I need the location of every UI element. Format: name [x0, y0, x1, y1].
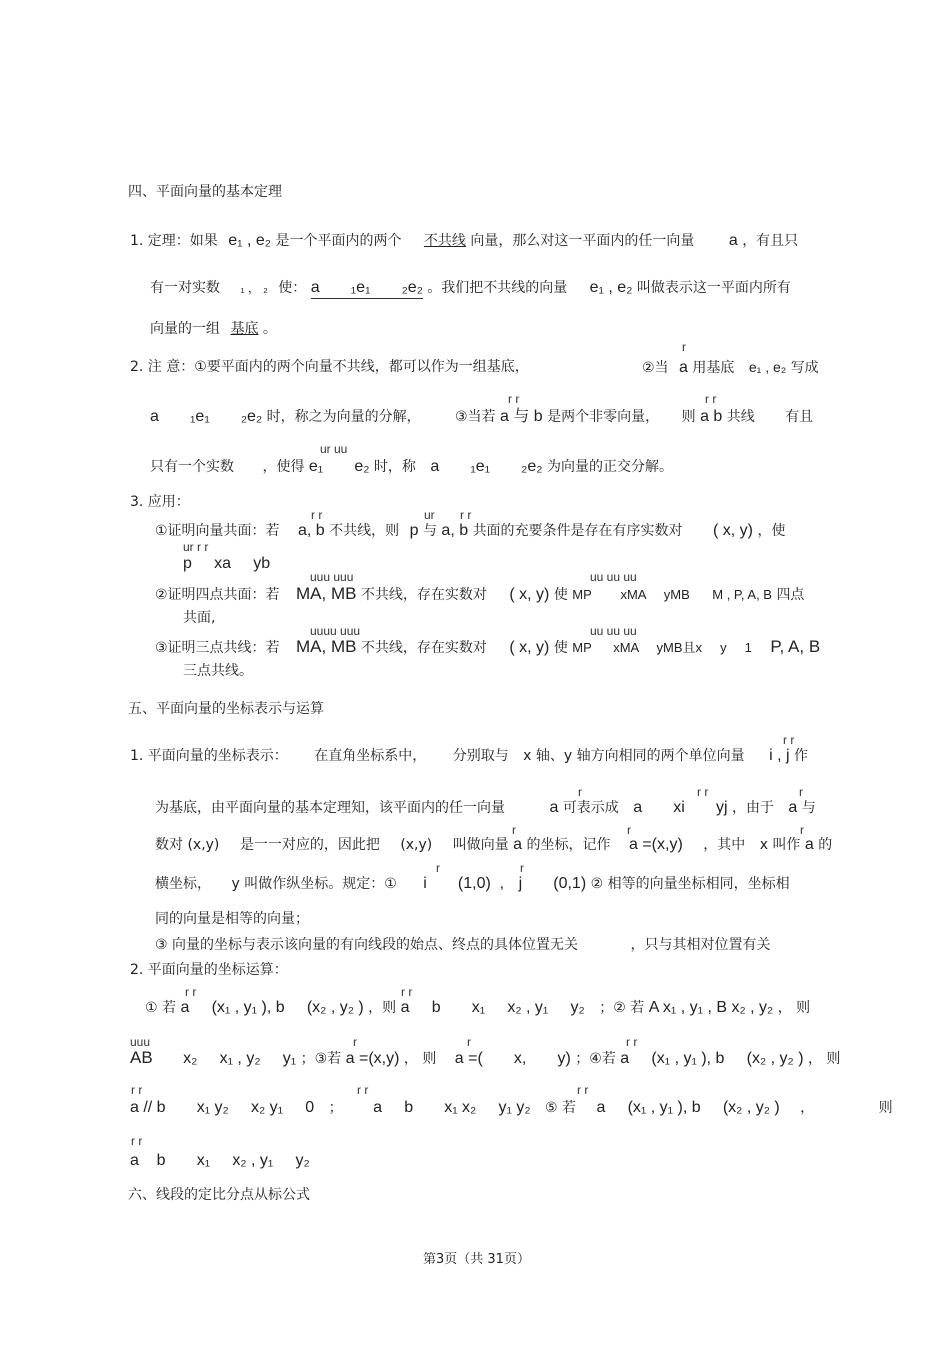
five-item2-row4: a b x₁ x₂ , y₁ y₂: [130, 1152, 310, 1169]
four-item1-line3: 向量的一组 基底 。: [150, 321, 277, 337]
vector-arrow-icon: r: [578, 785, 582, 799]
four-item2-line1: 2. 注 意：①要平面内的两个向量不共线，都可以作为一组基底，: [130, 359, 529, 375]
four-item2-line2-right: ③当若 a 与 b 是两个非零向量， 则 a b 共线 有且: [455, 408, 814, 425]
vector-arrow-icon: uu uu uu: [590, 570, 637, 584]
vector-arrow-icon: r r: [577, 1083, 589, 1097]
page-footer: 第3页（共 31页）: [423, 1252, 530, 1267]
vector-arrow-icon: ur r r: [183, 540, 209, 554]
four-item3-1-formula: p xa yb: [183, 555, 271, 572]
vector-arrow-icon: ur uu: [320, 442, 348, 456]
four-item1-line1: 1. 定理：如果 e₁ , e₂ 是一个平面内的两个 不共线 向量，那么对这一平面内的任一向量 a ，有且只: [130, 232, 799, 249]
vector-arrow-icon: r r: [460, 508, 472, 522]
section-four-title: 四、平面向量的基本定理: [128, 184, 282, 200]
vector-arrow-icon: r r: [185, 985, 197, 999]
vector-arrow-icon: r: [512, 823, 516, 837]
four-item3-1: ①证明向量共面：若 a, b 不共线，则 p 与 a, b 共面的充要条件是存在有序实数对 ( x, y) ，使: [155, 522, 786, 539]
vector-arrow-icon: r r: [508, 392, 520, 406]
vector-arrow-icon: r r: [311, 508, 323, 522]
vector-arrow-icon: r r: [626, 1035, 638, 1049]
four-item1-line2: 有一对实数 ₁ ， ₂ 使： a ₁e₁ ₂e₂ 。我们把不共线的向量 e₁ , e₂ 叫做表示这一平面内所有: [150, 278, 791, 299]
vector-arrow-icon: uu uu uu: [590, 624, 637, 638]
vector-arrow-icon: uuuu uuu: [310, 624, 361, 638]
vector-arrow-icon: uuu: [130, 1035, 151, 1049]
vector-arrow-icon: r r: [357, 1083, 369, 1097]
four-item3-title: 3. 应用：: [130, 494, 190, 510]
vector-arrow-icon: r: [353, 1035, 357, 1049]
four-item2-line1-right: ②当 a 用基底 e₁ , e₂ 写成: [642, 359, 819, 376]
four-item2-line3: 只有一个实数 ，使得 e₁ e₂ 时，称 a ₁e₁ ₂e₂ 为向量的正交分解。: [150, 458, 673, 475]
five-item2-row2: AB x₂ x₁ , y₂ y₁ ；③若 a =(x,y) ， 则 a =( x, y) ；④若 a (x₁ , y₁ ), b (x₂ , y₂ ) ， 则: [130, 1048, 841, 1067]
noncollinear-term: 不共线: [423, 233, 466, 249]
vector-arrow-icon: r r: [697, 785, 709, 799]
vector-arrow-icon: r r: [131, 1083, 143, 1097]
four-item3-2: ②证明四点共面：若 MA, MB 不共线，存在实数对 ( x, y) 使 MP xMA yMB M , P, A, B 四点: [155, 584, 805, 603]
four-item2-line2: a ₁e₁ ₂e₂ 时，称之为向量的分解，: [150, 408, 421, 425]
basis-term: 基底: [230, 321, 259, 337]
four-item3-3-cont: 三点共线。: [183, 663, 253, 679]
four-item3-3: ③证明三点共线：若 MA, MB 不共线，存在实数对 ( x, y) 使 MP xMA yMB且x y 1 P, A, B: [155, 637, 821, 656]
vector-arrow-icon: r: [800, 823, 804, 837]
four-item3-2-cont: 共面,: [183, 610, 216, 626]
five-item2-row3: a // b x₁ y₂ x₂ y₁ 0 ； a b x₁ x₂ y₁ y₂ ⑤ 若 a (x₁ , y₁ ), b (x₂ , y₂ ) ， 则: [130, 1099, 893, 1116]
five-item1-line6: ③ 向量的坐标与表示该向量的有向线段的始点、终点的具体位置无关 ，只与其相对位置有关: [155, 937, 771, 953]
vector-arrow-icon: r r: [705, 392, 717, 406]
vector-arrow-icon: r r: [131, 1134, 143, 1148]
five-item1-line2: 为基底，由平面向量的基本定理知，该平面内的任一向量 a 可表示成 a xi yj ，由于 a 与: [155, 799, 816, 816]
five-item1-line1: 1. 平面向量的坐标表示： 在直角坐标系中， 分别取与 x 轴、y 轴方向相同的两个单位向量 i , j 作: [130, 747, 809, 764]
vector-arrow-icon: r r: [783, 733, 795, 747]
vector-arrow-icon: r: [467, 1035, 471, 1049]
five-item2-row1: ① 若 a (x₁ , y₁ ), b (x₂ , y₂ ) ，则 a b x₁ x₂ , y₁ y₂ ；② 若 A x₁ , y₁ , B x₂ , y₂ ， 则: [145, 999, 811, 1016]
vector-arrow-icon: r: [682, 340, 686, 354]
vector-arrow-icon: r: [436, 861, 440, 875]
five-item1-line5: 同的向量是相等的向量；: [155, 911, 309, 927]
five-item1-line4: 横坐标， y 叫做作纵坐标。规定：① i (1,0) , j (0,1) ② 相等的向量坐标相同，坐标相: [155, 875, 790, 892]
decomposition-formula: a ₁e₁ ₂e₂: [311, 278, 423, 299]
vector-arrow-icon: r r: [401, 985, 413, 999]
vector-arrow-icon: r: [799, 785, 803, 799]
vector-arrow-icon: ur: [424, 508, 435, 522]
five-item2-title: 2. 平面向量的坐标运算：: [130, 962, 288, 978]
five-item1-line3: 数对 (x,y) 是一一对应的，因此把 (x,y) 叫做向量 a 的坐标，记作 a =(x,y) ，其中 x 叫作 a 的: [155, 836, 833, 853]
vector-arrow-icon: r: [627, 823, 631, 837]
vector-ab: AB: [130, 1048, 153, 1067]
section-six-title: 六、线段的定比分点从标公式: [128, 1187, 310, 1203]
section-five-title: 五、平面向量的坐标表示与运算: [128, 701, 324, 717]
vector-arrow-icon: uuu uuu: [310, 570, 354, 584]
vector-arrow-icon: r: [520, 861, 524, 875]
